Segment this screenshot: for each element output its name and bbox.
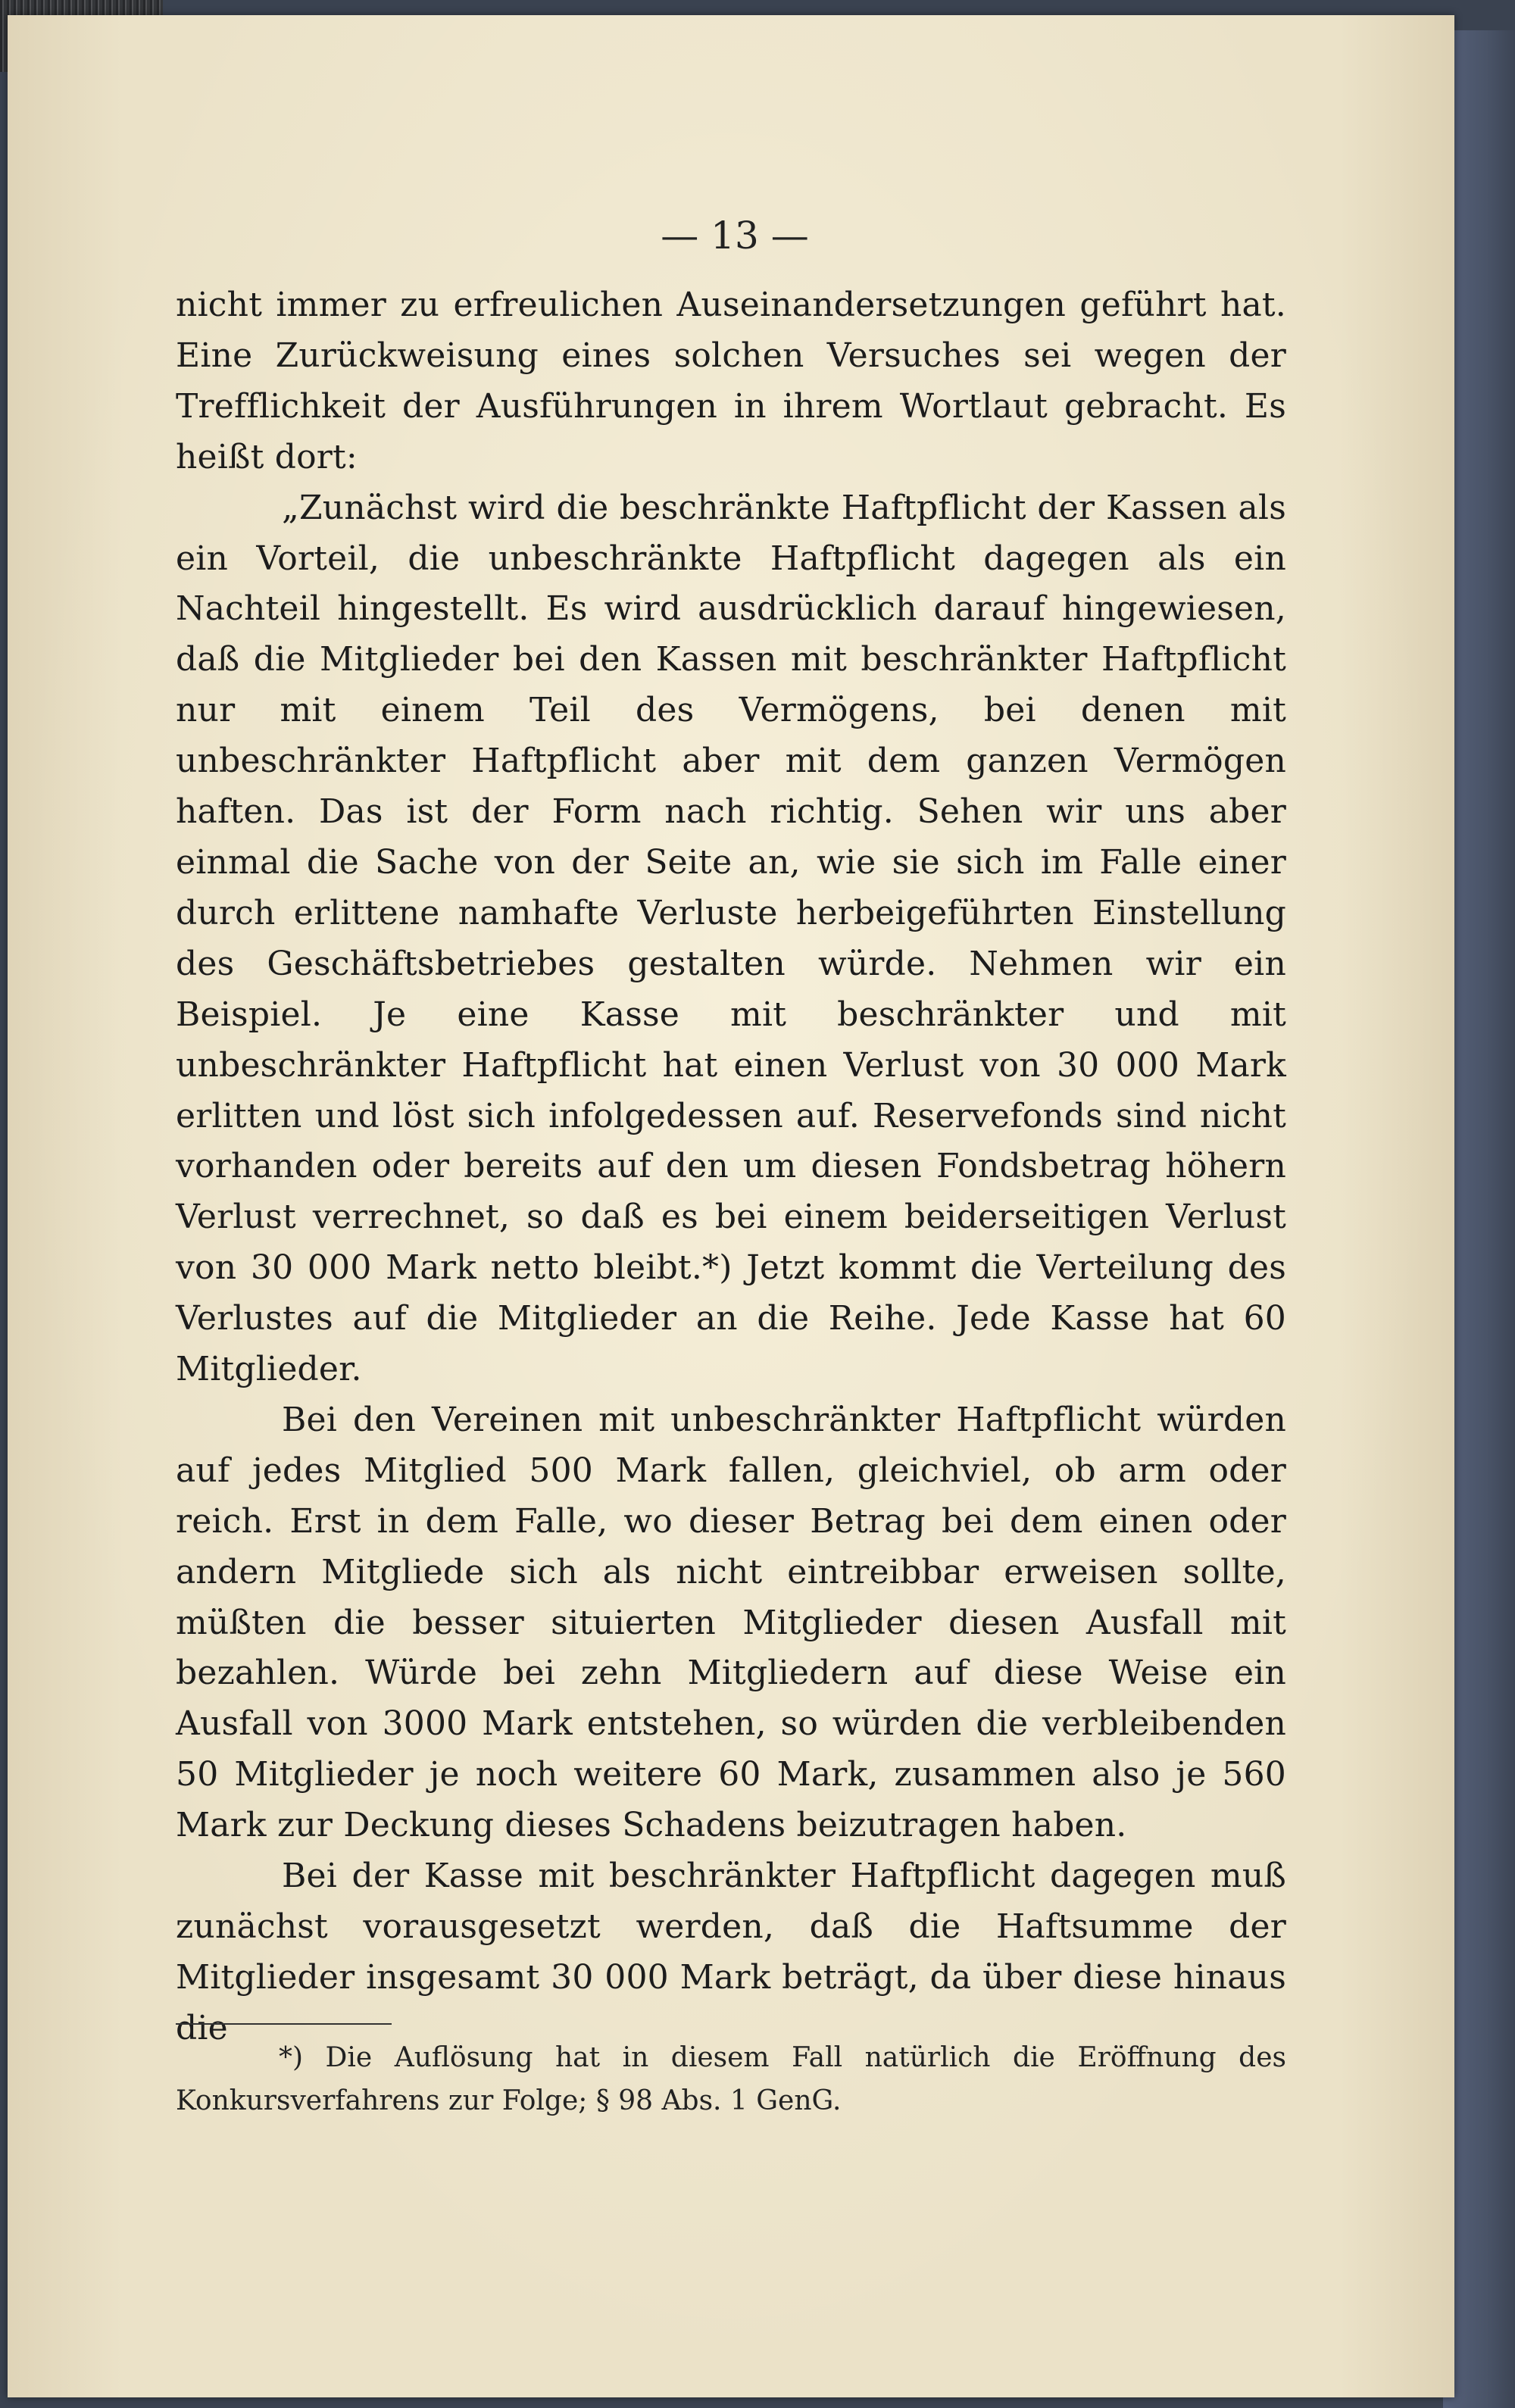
book-page bbox=[8, 15, 1454, 2397]
paragraph-2-quote: „Zunächst wird die beschränkte Haftpflicht der Kassen als ein Vorteil, die unbeschränkte Haftpflicht dagegen als ein Nachteil hingestellt. Es wird ausdrücklich darauf hingewiesen, daß die Mitglieder bei den Kassen mit beschränkter Haftpflicht nur mit einem Teil des Vermögens, bei denen mit unbeschränkter Haftpflicht aber mit dem ganzen Vermögen haften. Das ist der Form nach richtig. Sehen wir uns aber einmal die Sache von der Seite an, wie sie sich im Falle einer durch erlittene namhafte Verluste herbeigeführten Einstellung des Geschäftsbetriebes gestalten würde. Nehmen wir ein Beispiel. Je eine Kasse mit beschränkter und mit unbeschränkter Haftpflicht hat einen Verlust von 30 000 Mark erlitten und löst sich infolgedessen auf. Reservefonds sind nicht vorhanden oder bereits auf den um diesen Fondsbetrag höhern Verlust verrechnet, so daß es bei einem beiderseitigen Verlust von 30 000 Mark netto bleibt.*) Jetzt kommt die Verteilung des Verlustes auf die Mitglieder an die Reihe. Jede Kasse hat 60 Mitglieder. bbox=[176, 488, 1286, 1389]
page-body bbox=[176, 280, 1286, 2054]
page-number: — 13 — bbox=[661, 214, 809, 258]
paragraph-3: Bei den Vereinen mit unbeschränkter Haftpflicht würden auf jedes Mitglied 500 Mark fallen, gleichviel, ob arm oder reich. Erst in dem Falle, wo dieser Betrag bei dem einen oder andern Mitgliede sich als nicht eintreibbar erweisen sollte, müßten die besser situierten Mitglieder diesen Ausfall mit bezahlen. Würde bei zehn Mitgliedern auf diese Weise ein Ausfall von 3000 Mark entstehen, so würden die verbleibenden 50 Mitglieder je noch weitere 60 Mark, zusammen also je 560 Mark zur Deckung dieses Schadens beizutragen haben. bbox=[176, 1400, 1286, 1845]
footnote-separator bbox=[176, 2023, 392, 2025]
paragraph-4: Bei der Kasse mit beschränkter Haftpflicht dagegen muß zunächst vorausgesetzt werden, daß die Haftsumme der Mitglieder insgesamt 30 000 Mark beträgt, da über diese hinaus die bbox=[176, 1857, 1286, 2047]
footnote: *) Die Auflösung hat in diesem Fall natürlich die Eröffnung des Konkursverfahrens zur Folge; § 98 Abs. 1 GenG. bbox=[176, 2042, 1286, 2116]
paragraph-1: nicht immer zu erfreulichen Auseinandersetzungen geführt hat. Eine Zurückweisung eines solchen Versuches sei wegen der Trefflichkeit der Ausführungen in ihrem Wortlaut gebracht. Es heißt dort: bbox=[176, 286, 1286, 476]
